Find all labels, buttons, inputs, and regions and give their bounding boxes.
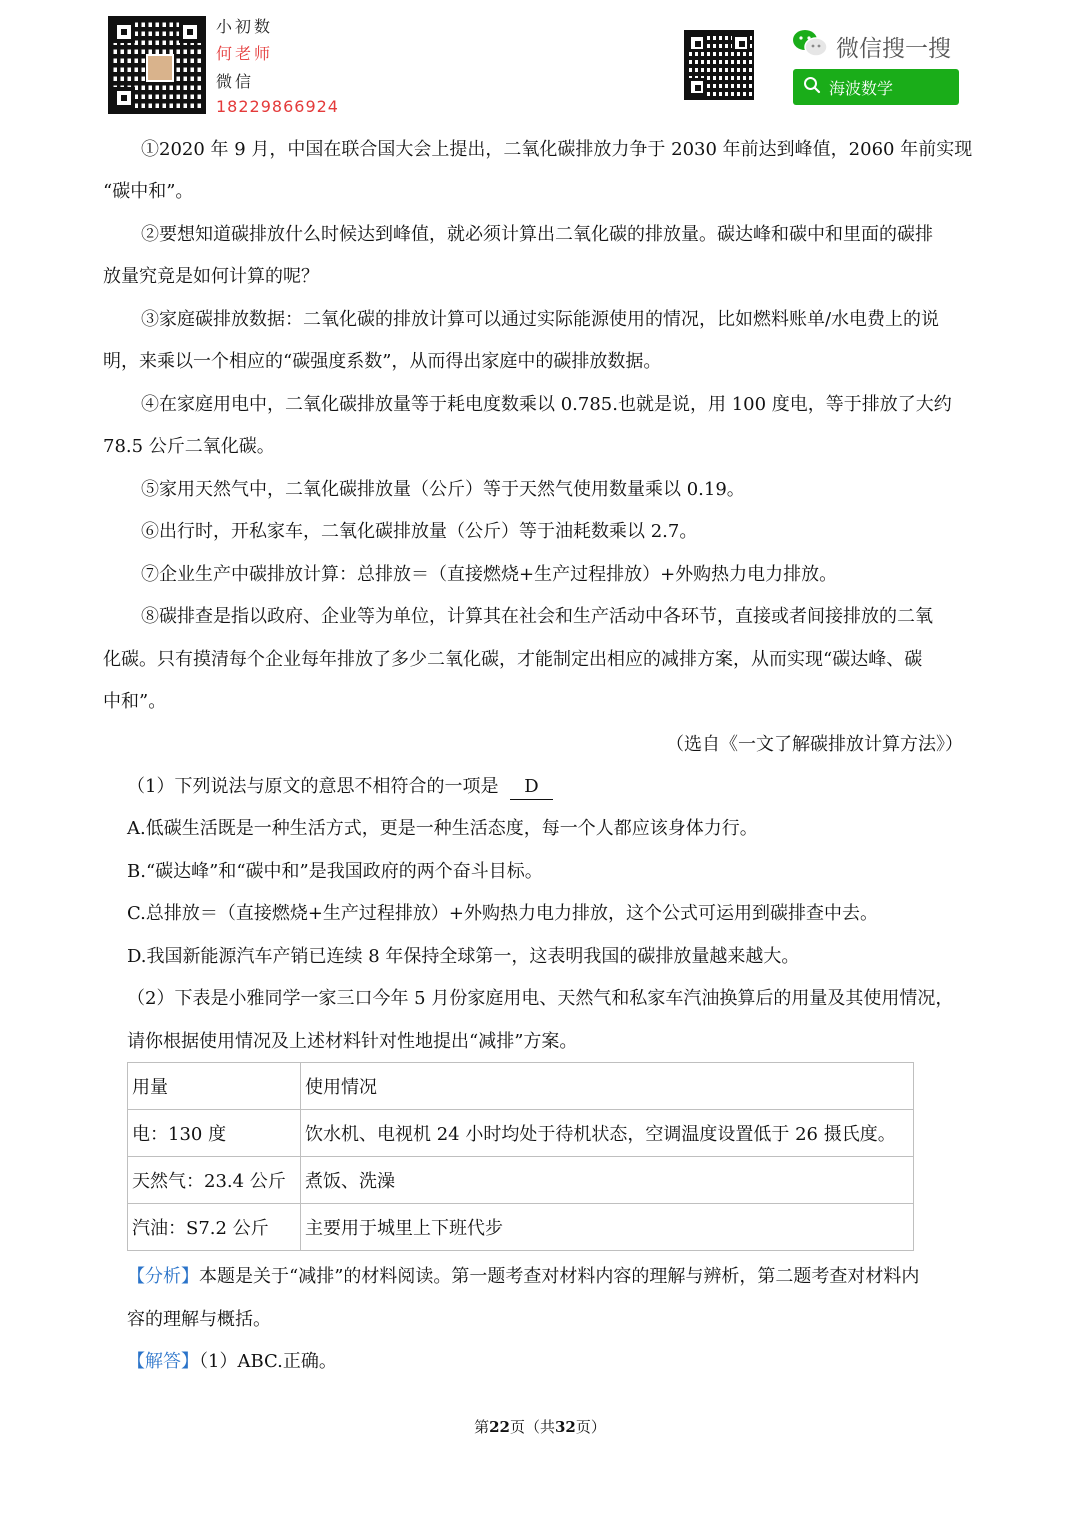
table-cell: 天然气：23.4 公斤 xyxy=(128,1157,301,1204)
paragraph-3-line-1: ③家庭碳排放数据：二氧化碳的排放计算可以通过实际能源使用的情况，比如燃料账单/水电费上的说 xyxy=(141,309,940,330)
analysis-line-1 xyxy=(127,1265,919,1289)
analysis-tag: 【分析】 xyxy=(127,1266,199,1287)
card-phone: 18229866924 xyxy=(216,97,339,116)
paragraph-8-line-2: 化碳。只有摸清每个企业每年排放了多少二氧化碳，才能制定出相应的减排方案，从而实现“碳达峰、碳 xyxy=(103,649,923,670)
qr-code-right[interactable] xyxy=(684,30,754,100)
question-1-stem xyxy=(127,775,553,800)
table-cell: 饮水机、电视机 24 小时均处于待机状态，空调温度设置低于 26 摄氏度。 xyxy=(301,1110,914,1157)
paragraph-8-line-1: ⑧碳排查是指以政府、企业等为单位，计算其在社会和生产活动中各环节，直接或者间接排放的二氧 xyxy=(141,606,933,627)
paragraph-5: ⑤家用天然气中，二氧化碳排放量（公斤）等于天然气使用数量乘以 0.19。 xyxy=(141,479,745,500)
footer-pre: 第 xyxy=(474,1418,490,1436)
question-1-text: （1）下列说法与原文的意思不相符合的一项是 xyxy=(127,776,499,797)
paragraph-6: ⑥出行时，开私家车，二氧化碳排放量（公斤）等于油耗数乘以 2.7。 xyxy=(141,521,698,542)
analysis-line-2: 容的理解与概括。 xyxy=(127,1309,271,1330)
search-icon xyxy=(803,76,825,98)
question-2-line-1: （2）下表是小雅同学一家三口今年 5 月份家庭用电、天然气和私家车汽油换算后的用量及其使用情况， xyxy=(127,988,954,1009)
qr-code-left xyxy=(108,16,206,114)
wechat-icon xyxy=(792,28,828,58)
option-d: D.我国新能源汽车产销已连续 8 年保持全球第一，这表明我国的碳排放量越来越大。 xyxy=(127,946,800,967)
answer-text: （1）ABC.正确。 xyxy=(199,1351,337,1372)
usage-table xyxy=(127,1062,914,1251)
card-line-1: 小初数 xyxy=(216,17,274,36)
table-cell: 电：130 度 xyxy=(128,1110,301,1157)
page-footer xyxy=(0,1416,1080,1437)
question-1-answer: D xyxy=(510,775,552,800)
paragraph-4-line-2: 78.5 公斤二氧化碳。 xyxy=(103,436,275,457)
wechat-search-label: 微信搜一搜 xyxy=(836,36,951,62)
answer-tag: 【解答】 xyxy=(127,1351,199,1372)
table-header-row xyxy=(128,1063,914,1110)
table-header-cell: 用量 xyxy=(128,1063,301,1110)
option-c: C.总排放＝（直接燃烧+生产过程排放）+外购热力电力排放，这个公式可运用到碳排查中去。 xyxy=(127,903,879,924)
card-line-2: 何老师 xyxy=(216,44,274,63)
paragraph-8-line-3: 中和”。 xyxy=(103,691,167,712)
option-b: B.“碳达峰”和“碳中和”是我国政府的两个奋斗目标。 xyxy=(127,861,543,882)
option-a: A.低碳生活既是一种生活方式，更是一种生活态度，每一个人都应该身体力行。 xyxy=(127,818,758,839)
footer-mid: 页（共 xyxy=(509,1418,555,1436)
paragraph-2-line-2: 放量究竟是如何计算的呢？ xyxy=(103,266,319,287)
table-row xyxy=(128,1157,914,1204)
paragraph-3-line-2: 明，来乘以一个相应的“碳强度系数”，从而得出家庭中的碳排放数据。 xyxy=(103,351,662,372)
answer-line xyxy=(127,1350,337,1374)
table-cell: 主要用于城里上下班代步 xyxy=(301,1204,914,1251)
card-line-3: 微信 xyxy=(216,72,255,91)
analysis-text: 本题是关于“减排”的材料阅读。第一题考查对材料内容的理解与辨析，第二题考查对材料内 xyxy=(199,1266,920,1287)
avatar xyxy=(146,54,174,82)
paragraph-1-line-2: “碳中和”。 xyxy=(103,181,194,202)
paragraph-1-line-1: ①2020 年 9 月，中国在联合国大会上提出，二氧化碳排放力争于 2030 年前达到峰值，2060 年前实现 xyxy=(141,139,973,160)
page-total: 32 xyxy=(555,1418,576,1436)
paragraph-7: ⑦企业生产中碳排放计算：总排放＝（直接燃烧+生产过程排放）+外购热力电力排放。 xyxy=(141,564,838,585)
table-cell: 煮饭、洗澡 xyxy=(301,1157,914,1204)
table-row xyxy=(128,1110,914,1157)
source-citation: （选自《一文了解碳排放计算方法》） xyxy=(666,734,963,755)
wechat-search-button[interactable] xyxy=(793,69,959,105)
table-header-cell: 使用情况 xyxy=(301,1063,914,1110)
paragraph-2-line-1: ②要想知道碳排放什么时候达到峰值，就必须计算出二氧化碳的排放量。碳达峰和碳中和里面的碳排 xyxy=(141,224,933,245)
wechat-account-name: 海波数学 xyxy=(829,78,894,98)
table-cell: 汽油：S7.2 公斤 xyxy=(128,1204,301,1251)
page-number: 22 xyxy=(489,1418,510,1436)
table-row xyxy=(128,1204,914,1251)
question-2-line-2: 请你根据使用情况及上述材料针对性地提出“减排”方案。 xyxy=(127,1031,578,1052)
paragraph-4-line-1: ④在家庭用电中，二氧化碳排放量等于耗电度数乘以 0.785.也就是说，用 100 度电，等于排放了大约 xyxy=(141,394,952,415)
footer-post: 页） xyxy=(575,1418,606,1436)
